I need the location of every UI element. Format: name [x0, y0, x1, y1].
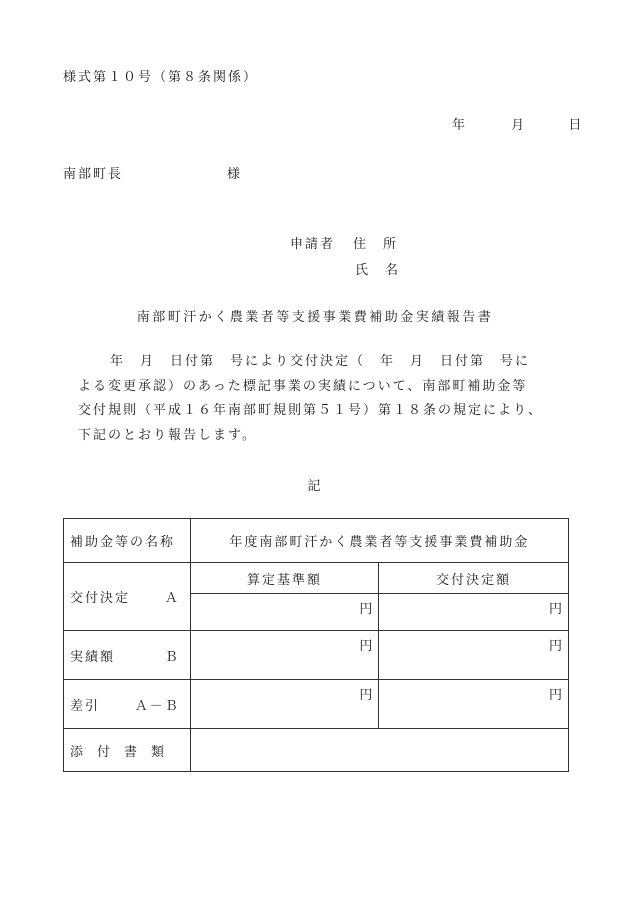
document-title: 南部町汗かく農業者等支援事業費補助金実績報告書	[136, 310, 494, 325]
actual-mark: Ｂ	[164, 649, 180, 665]
ki-heading: 記	[307, 479, 323, 494]
table-row	[64, 563, 569, 594]
calc-base-header: 算定基準額	[190, 563, 379, 594]
attachments-value[interactable]	[190, 729, 568, 772]
diff-label: 差引	[70, 698, 101, 714]
diff-amount-yen: 円	[379, 680, 569, 729]
grant-decision-label: 交付決定	[70, 591, 131, 606]
body-line: 交付規則（平成１６年南部町規則第５１号）第１８条の規定により、	[78, 403, 544, 418]
applicant-label: 申請者	[290, 237, 336, 252]
table-row	[64, 680, 569, 729]
actual-cell	[64, 631, 191, 680]
diff-mark: Ａ－Ｂ	[134, 698, 180, 714]
name-label: 氏 名	[355, 263, 401, 278]
grant-decision-cell	[64, 563, 191, 631]
body-line: 下記のとおり報告します。	[78, 427, 257, 443]
actual-amount-yen: 円	[379, 631, 569, 680]
form-number: 様式第１０号（第８条関係）	[63, 70, 259, 85]
addressee-honorific: 様	[227, 167, 243, 182]
date-year: 年	[452, 118, 468, 133]
diff-calc-base-yen: 円	[190, 680, 379, 729]
subsidy-name-label: 補助金等の名称	[64, 519, 191, 563]
addressee	[63, 163, 242, 182]
body-text	[80, 350, 580, 448]
applicant-address-line	[290, 233, 398, 252]
diff-cell	[64, 680, 191, 729]
body-line: 年 月 日付第 号により交付決定（ 年 月 日付第 号に	[80, 354, 531, 369]
grant-amount-header: 交付決定額	[379, 563, 569, 594]
grant-amount-yen: 円	[379, 594, 569, 631]
attachments-cell	[64, 729, 191, 772]
table-row	[64, 631, 569, 680]
actual-calc-base-yen: 円	[190, 631, 379, 680]
table-row	[64, 729, 569, 772]
body-line: よる変更承認）のあった標記事業の実績について、南部町補助金等	[78, 378, 528, 394]
date-month: 月	[511, 118, 527, 133]
grant-calc-base-yen: 円	[190, 594, 379, 631]
subsidy-name-value: 年度南部町汗かく農業者等支援事業費補助金	[190, 519, 568, 563]
actual-label: 実績額	[70, 649, 116, 665]
table-row	[64, 519, 569, 563]
report-table	[63, 518, 569, 772]
date-day: 日	[568, 118, 584, 133]
date-line	[452, 114, 583, 133]
attachments-label: 添付書類	[70, 744, 179, 760]
address-label: 住 所	[353, 237, 399, 252]
addressee-name: 南部町長	[63, 167, 124, 182]
grant-decision-mark: Ａ	[164, 591, 180, 606]
